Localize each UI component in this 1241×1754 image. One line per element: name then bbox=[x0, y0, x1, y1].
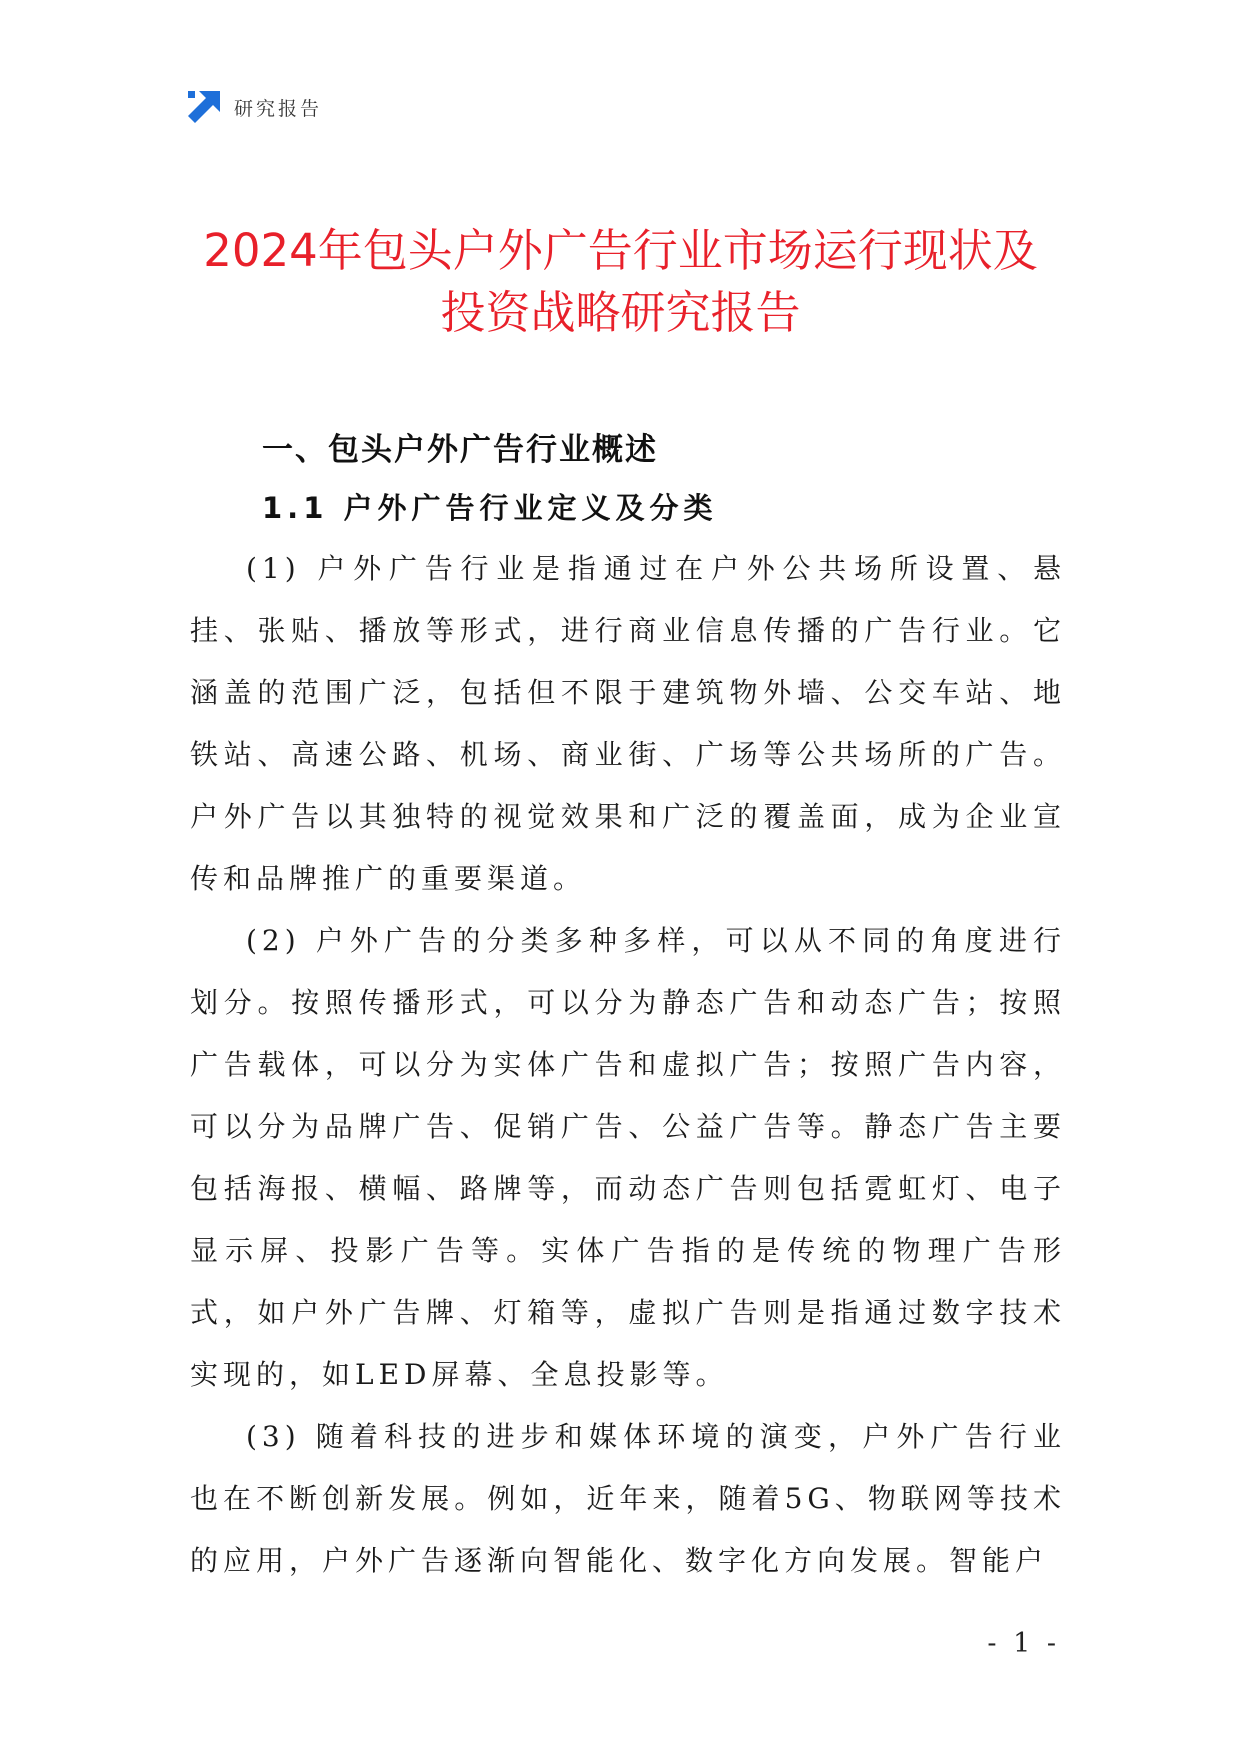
header-label: 研究报告 bbox=[234, 97, 323, 120]
paragraph: (2) 户外广告的分类多种多样，可以从不同的角度进行划分。按照传播形式，可以分为静态广告和动态广告；按照广告载体，可以分为实体广告和虚拟广告；按照广告内容，可以分为品牌广告、促销广告、公益广告等。静态广告主要包括海报、横幅、路牌等，而动态广告则包括霓虹灯、电子显示屏、投影广告等。实体广告指的是传统的物理广告形式，如户外广告牌、灯箱等，虚拟广告则是指通过数字技术实现的，如LED屏幕、全息投影等。 bbox=[190, 924, 1066, 1391]
body-text bbox=[190, 538, 1066, 1592]
page-number: - 1 - bbox=[987, 1628, 1060, 1659]
paragraph: (3) 随着科技的进步和媒体环境的演变，户外广告行业也在不断创新发展。例如，近年来，随着5G、物联网等技术的应用，户外广告逐渐向智能化、数字化方向发展。智能户 bbox=[190, 1420, 1066, 1577]
title-line-2: 投资战略研究报告 bbox=[440, 286, 801, 339]
page-header bbox=[188, 92, 322, 122]
paragraph: (1) 户外广告行业是指通过在户外公共场所设置、悬挂、张贴、播放等形式，进行商业信息传播的广告行业。它涵盖的范围广泛，包括但不限于建筑物外墙、公交车站、地铁站、高速公路、机场、商业街、广场等公共场所的广告。户外广告以其独特的视觉效果和广泛的覆盖面，成为企业宣传和品牌推广的重要渠道。 bbox=[190, 552, 1066, 895]
arrow-logo-icon bbox=[188, 91, 220, 123]
section-heading: 一、包头户外广告行业概述 bbox=[262, 432, 658, 468]
subsection-heading: 1.1 户外广告行业定义及分类 bbox=[262, 491, 718, 525]
title-line-1: 2024年包头户外广告行业市场运行现状及 bbox=[203, 224, 1038, 277]
document-title bbox=[150, 220, 1091, 344]
